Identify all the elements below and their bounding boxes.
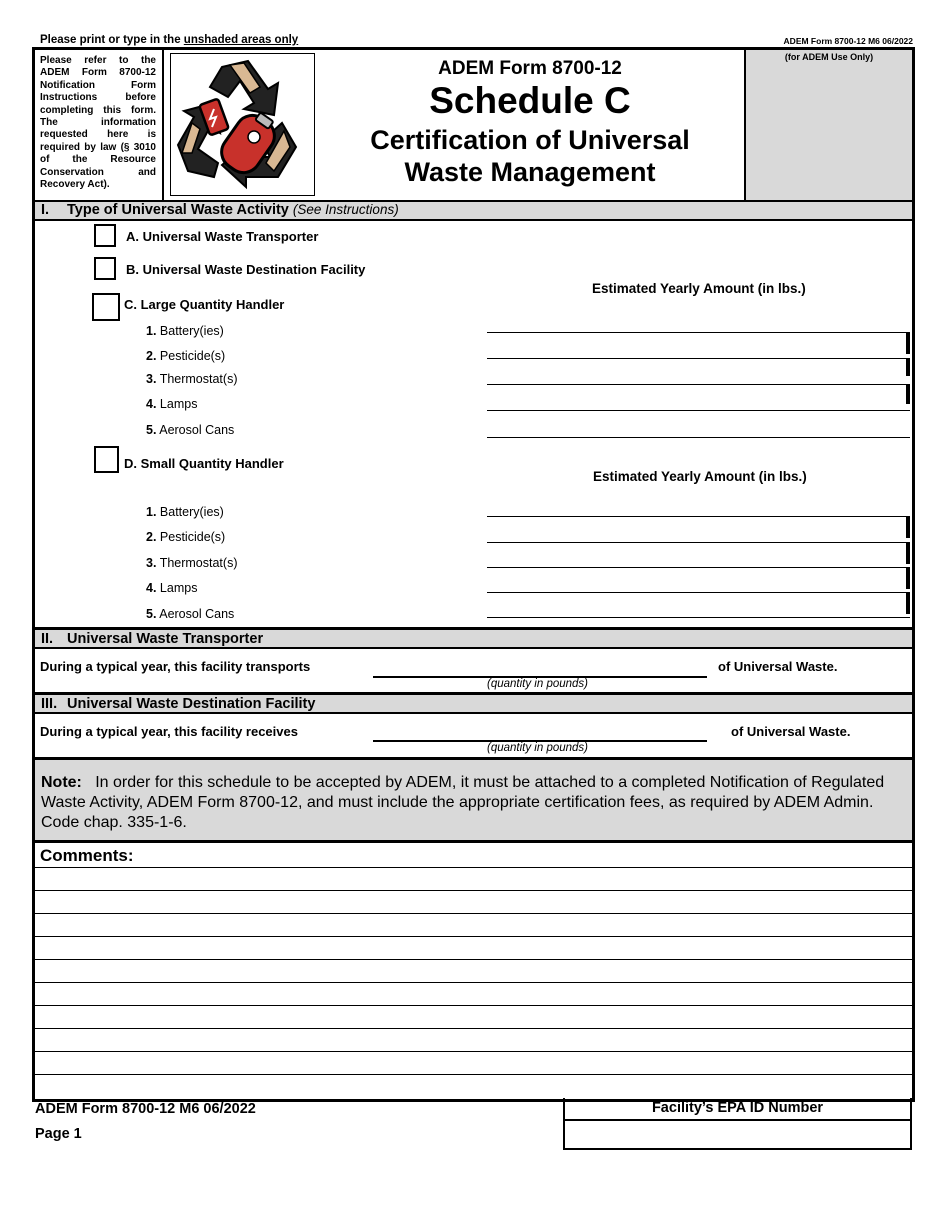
epa-id-label: Facility’s EPA ID Number <box>651 1100 824 1116</box>
lqh-battery-tick <box>906 332 910 354</box>
checkbox-transporter[interactable] <box>94 224 116 247</box>
lqh-battery-amount-line[interactable] <box>487 332 910 333</box>
transporter-suffix: of Universal Waste. <box>718 659 838 674</box>
option-transporter-label: A. Universal Waste Transporter <box>126 229 319 244</box>
estimated-amount-label-sqh: Estimated Yearly Amount (in lbs.) <box>593 469 807 484</box>
option-large-quantity-handler-label: C. Large Quantity Handler <box>124 297 285 312</box>
comment-line[interactable] <box>35 890 912 891</box>
sqh-item-battery: 1. Battery(ies) <box>146 505 224 519</box>
destination-quantity-hint: (quantity in pounds) <box>487 742 589 754</box>
option-destination-facility-label: B. Universal Waste Destination Facility <box>126 262 366 277</box>
lqh-pesticide-tick <box>906 358 910 376</box>
sqh-battery-amount-line[interactable] <box>487 516 910 517</box>
comment-line[interactable] <box>35 1074 912 1075</box>
footer-form-number: ADEM Form 8700-12 M6 06/2022 <box>35 1101 256 1117</box>
lqh-item-lamps: 4. Lamps <box>146 397 198 411</box>
destination-question: During a typical year, this facility receives <box>40 724 298 739</box>
sqh-item-aerosol: 5. Aerosol Cans <box>146 607 235 621</box>
epa-id-separator <box>563 1119 912 1121</box>
comment-line[interactable] <box>35 1005 912 1006</box>
schedule-subtitle: Certification of Universal Waste Management <box>370 125 690 187</box>
section-1-header: I. Type of Universal Waste Activity (See Instructions) <box>35 202 912 221</box>
section-3-header: III. Universal Waste Destination Facility <box>35 692 912 714</box>
destination-suffix: of Universal Waste. <box>731 724 851 739</box>
comment-line[interactable] <box>35 913 912 914</box>
lqh-aerosol-amount-line[interactable] <box>487 437 910 438</box>
sqh-lamps-amount-line[interactable] <box>487 592 910 593</box>
epa-id-input[interactable] <box>566 1122 909 1148</box>
lqh-thermostat-tick <box>906 384 910 404</box>
option-small-quantity-handler-label: D. Small Quantity Handler <box>124 456 284 471</box>
comment-line[interactable] <box>35 867 912 868</box>
sqh-item-pesticide: 2. Pesticide(s) <box>146 530 226 544</box>
sqh-pesticide-amount-line[interactable] <box>487 542 910 543</box>
lqh-item-pesticide: 2. Pesticide(s) <box>146 349 226 363</box>
lqh-lamps-amount-line[interactable] <box>487 410 910 411</box>
footer-page-number: Page 1 <box>35 1126 82 1142</box>
lqh-pesticide-amount-line[interactable] <box>487 358 910 359</box>
transporter-question: During a typical year, this facility transports <box>40 659 311 674</box>
lqh-thermostat-amount-line[interactable] <box>487 384 910 385</box>
sqh-item-thermostat: 3. Thermostat(s) <box>146 556 238 570</box>
comments-label: Comments: <box>40 846 134 865</box>
comment-line[interactable] <box>35 959 912 960</box>
reference-note: Please refer to the ADEM Form 8700-12 Notification Form Instructions before completing this form. The information requested here is required by law (§ 3010 of the Resource Conservation and Recovery Act). <box>35 50 164 200</box>
sqh-battery-tick <box>906 516 910 538</box>
lqh-item-aerosol: 5. Aerosol Cans <box>146 423 235 437</box>
checkbox-small-quantity-handler[interactable] <box>94 446 119 473</box>
lqh-item-thermostat: 3. Thermostat(s) <box>146 372 238 386</box>
sqh-pesticide-tick <box>906 542 910 564</box>
sqh-thermostat-tick <box>906 567 910 589</box>
checkbox-large-quantity-handler[interactable] <box>92 293 120 321</box>
adem-use-only-box: (for ADEM Use Only) <box>744 50 912 200</box>
estimated-amount-label-lqh: Estimated Yearly Amount (in lbs.) <box>592 281 806 296</box>
top-instruction: Please print or type in the unshaded areas only <box>40 34 299 46</box>
sqh-lamps-tick <box>906 592 910 614</box>
transporter-quantity-hint: (quantity in pounds) <box>487 678 589 690</box>
sqh-thermostat-amount-line[interactable] <box>487 567 910 568</box>
comment-line[interactable] <box>35 1051 912 1052</box>
lqh-item-battery: 1. Battery(ies) <box>146 324 224 338</box>
form-number-title: ADEM Form 8700-12 <box>438 58 622 79</box>
recycle-battery-logo-icon <box>170 53 315 196</box>
comment-line[interactable] <box>35 982 912 983</box>
top-form-number: ADEM Form 8700-12 M6 06/2022 <box>783 36 913 46</box>
section-2-header: II. Universal Waste Transporter <box>35 627 912 649</box>
note-box: Note: In order for this schedule to be accepted by ADEM, it must be attached to a completed Notification of Regulated Waste Activity, ADEM Form 8700-12, and must include the appropriate certification fees, as required by ADEM Admin. Code chap. 335-1-6. <box>35 757 912 843</box>
sqh-aerosol-amount-line[interactable] <box>487 617 910 618</box>
checkbox-destination-facility[interactable] <box>94 257 116 280</box>
schedule-title: Schedule C <box>429 80 631 121</box>
comment-line[interactable] <box>35 1028 912 1029</box>
sqh-item-lamps: 4. Lamps <box>146 581 198 595</box>
comment-line[interactable] <box>35 936 912 937</box>
